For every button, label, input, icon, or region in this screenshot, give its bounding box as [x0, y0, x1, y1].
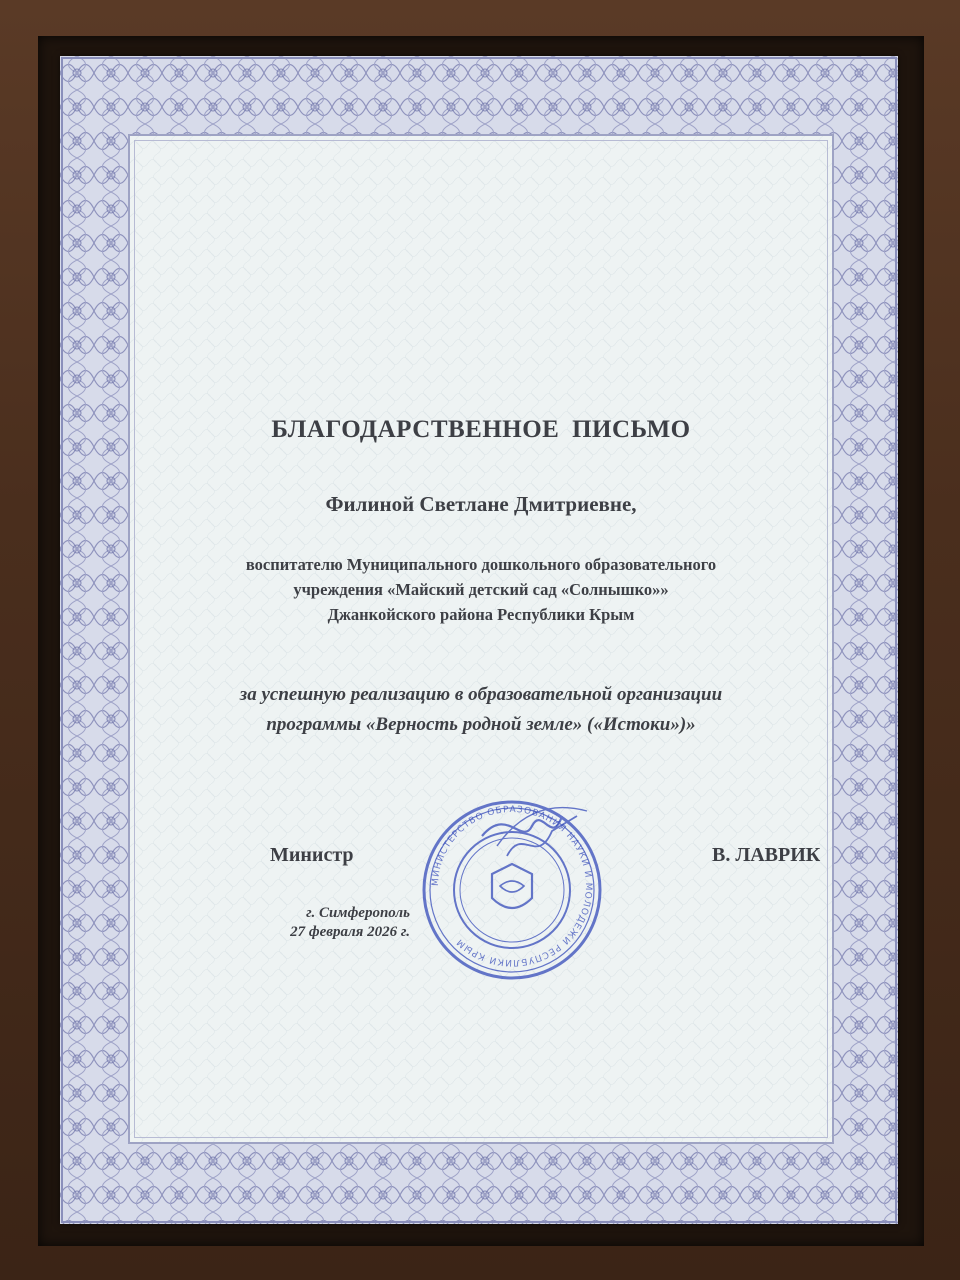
text-field-area [128, 134, 834, 1144]
document-title: БЛАГОДАРСТВЕННОЕ ПИСЬМО [271, 416, 691, 443]
recipient-position [130, 552, 832, 627]
reason-line: программы «Верность родной земле» («Истоки»)» [266, 714, 696, 735]
svg-text:МИНИСТЕРСТВО ОБРАЗОВАНИЯ НАУКИ [431, 805, 593, 967]
guilloche-background [130, 136, 832, 1142]
minister-name: В. ЛАВРИК [712, 844, 821, 866]
place-and-date [240, 904, 410, 942]
seal-ring-text: МИНИСТЕРСТВО ОБРАЗОВАНИЯ НАУКИ И МОЛОДЕЖИ РЕСПУБЛИКИ КРЫМ [430, 804, 594, 968]
award-reason [130, 680, 832, 740]
position-line: учреждения «Майский детский сад «Солнышко»» [293, 580, 669, 599]
issue-date: 27 февраля 2026 г. [290, 924, 410, 940]
certificate-paper [60, 56, 898, 1224]
recipient-name: Филиной Светлане Дмитриевне, [325, 492, 637, 516]
position-line: воспитателю Муниципального дошкольного образовательного [245, 555, 717, 574]
official-seal-stamp [412, 786, 612, 986]
issue-place: г. Симферополь [306, 905, 410, 921]
position-line: Джанкойского района Республики Крым [327, 605, 635, 624]
reason-line: за успешную реализацию в образовательной организации [239, 684, 723, 705]
minister-label: Министр [270, 844, 354, 866]
